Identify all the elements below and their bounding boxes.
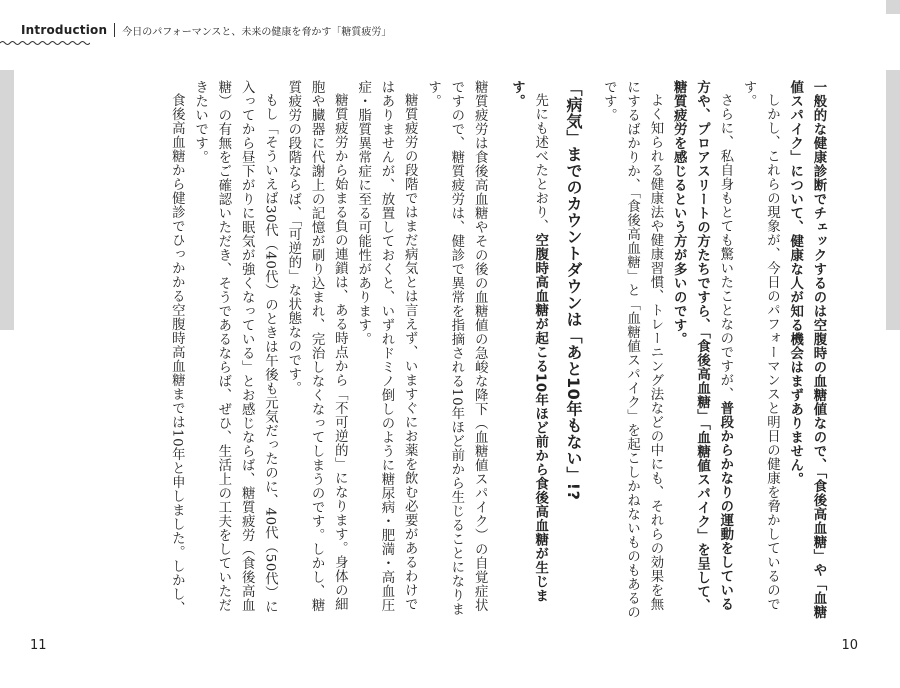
page-number-right: 10	[841, 638, 858, 653]
paragraph: 糖質疲労の段階ではまだ病気とは言えず、いますぐにお薬を飲む必要があるわけではありませんが、放置しておくと、いずれドミノ倒しのように糖尿病・肥満・高血圧症・脂質異常症に至る可能性があります。	[355, 80, 418, 612]
page-number-left: 11	[30, 638, 47, 653]
paragraph: 糖質疲労は食後高血糖やその後の血糖値の急峻な降下（血糖値スパイク）の自覚症状ですので、糖質疲労は、健診で異常を指摘される10年ほど前から生じることになります。	[425, 80, 488, 617]
running-header	[0, 20, 391, 40]
section-heading: 「病気」までのカウントダウンは「あと10年もない」!?	[564, 80, 584, 501]
vertical-body-text	[30, 80, 830, 625]
chapter-title: 今日のパフォーマンスと、未来の健康を脅かす「糖質疲労」	[122, 26, 392, 38]
paragraph: 一般的な健康診断でチェックするのは空腹時の血糖値なので、「食後高血糖」や「血糖値スパイク」について、健康な人が知る機会はまずありません。	[787, 80, 826, 620]
paragraph: 先にも述べたとおり、空腹時高血糖が起こる10年ほど前から食後高血糖が生じます。	[509, 80, 548, 604]
section-label: Introduction	[21, 23, 108, 37]
paragraph: しかし、これらの現象が、今日のパフォーマンスと明日の健康を脅かしているのです。	[741, 80, 780, 612]
page-edge-tab-right	[886, 70, 900, 330]
paragraph: 食後高血糖から健診でひっかかる空腹時高血糖までは10年と申しました。しかし、	[169, 93, 185, 616]
header-divider	[114, 23, 115, 37]
paragraph: もし「そういえば30代（40代）のときは午後も元気だったのに、40代（50代）に入ってから昼下がりに眠気が強くなっている」とお感じならば、糖質疲労（食後高血糖）の有無をご確認いただき、そうであるならば、ぜひ、生活上の工夫をしていただきたいです。	[192, 80, 278, 615]
paragraph: 糖質疲労から始まる負の連鎖は、ある時点から「不可逆的」になります。身体の細胞や臓器に代謝上の記憶が刷り込まれ、完治しなくなってしまうのです。しかし、糖質疲労の段階ならば、「可逆的」な状態なのです。	[285, 80, 348, 612]
paragraph: よく知られる健康法や健康習慣、トレーニング法などの中にも、それらの効果を無にするばかりか、「食後高血糖」と「血糖値スパイク」を起こしかねないものもあるのです。	[601, 80, 663, 620]
header-wave-rule	[0, 40, 90, 46]
page-edge-tab-left	[0, 70, 14, 330]
paragraph: さらに、私自身もとても驚いたことなのですが、普段からかなりの運動をしている方や、プロアスリートの方たちですら、「食後高血糖」「血糖値スパイク」を呈して、糖質疲労を感じるという方が多いのです。	[671, 80, 733, 613]
page-edge-tab-top-right	[886, 0, 900, 14]
